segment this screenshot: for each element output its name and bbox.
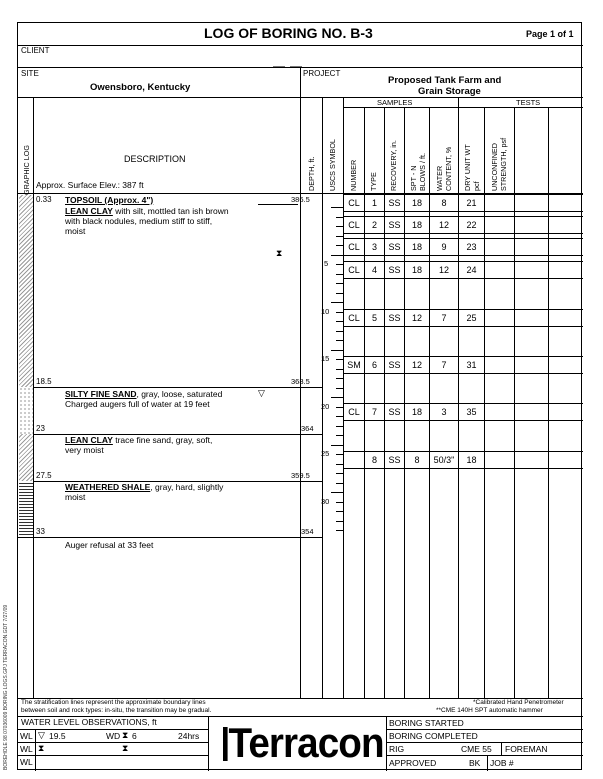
boring-completed-label: BORING COMPLETED [389,731,478,741]
sample-4-water: 24 [466,265,477,275]
depth-label-25: 25 [321,449,330,458]
site-label: SITE [21,69,39,78]
sample-4-type: SS [388,265,401,275]
graphic-lean-clay [19,195,33,387]
wl-row-1-time: 24hrs [178,731,200,741]
depth-tick [336,321,343,322]
sample-6-type: SS [388,360,401,370]
sample-7-type: SS [388,407,401,417]
water-level-icon-2: ▽ [258,388,265,398]
approved-value: BK [469,758,481,768]
depth-tick [336,359,343,360]
wl-row-2-icon-b: ⧗ [122,743,129,753]
depth-label-5: 5 [324,259,329,268]
depth-tick [331,255,343,256]
approved-label: APPROVED [389,758,437,768]
tests-group-label: TESTS [516,98,541,107]
stratum-1-line3: moist [65,226,86,236]
dry-unit-header: DRY UNIT WT pcf [463,144,481,191]
sample-row-top [343,194,583,195]
sample-2-uscs: CL [348,220,360,230]
uscs-header: USCS SYMBOL [328,139,337,191]
depth-tick [336,530,343,531]
depth-tick [336,274,343,275]
sample-2-type: SS [388,220,401,230]
sample-8-type: SS [388,455,401,465]
surface-elevation: Approx. Surface Elev.: 387 ft [36,180,144,190]
stratum-4-line2: moist [65,492,86,502]
sample-row-top [343,451,583,452]
wl-row-3-label: WL [20,757,33,767]
stratum-5-elev: 354 [301,527,314,536]
water-header: WATER CONTENT, % [435,146,453,191]
sample-7-spt: 3 [441,407,447,417]
sample-row-bottom [343,211,583,212]
sample-1-number: 1 [371,198,377,208]
depth-tick [336,416,343,417]
sample-1-recovery: 18 [411,198,422,208]
stratum-1-line1: LEAN CLAY with silt, mottled tan ish brown [65,206,229,216]
stratum-3-line2: very moist [65,445,104,455]
sample-7-uscs: CL [348,407,360,417]
rig-label: RIG [389,744,405,754]
log-title: LOG OF BORING NO. B-3 [204,25,373,41]
sample-6-number: 6 [371,360,377,370]
depth-tick [331,350,343,351]
sample-4-recovery: 18 [411,265,422,275]
depth-tick [336,340,343,341]
sample-row-top [343,238,583,239]
graphic-lean-clay-2 [19,434,33,481]
depth-tick [336,483,343,484]
sample-6-recovery: 12 [411,360,422,370]
sample-2-spt: 12 [438,220,449,230]
graphic-shale [19,481,33,537]
sample-row-bottom [343,468,583,469]
stratum-5-depth: 33 [36,527,45,536]
foreman-label: FOREMAN [505,744,548,754]
project-line1: Proposed Tank Farm and [388,75,502,86]
stratum-4-depth: 27.5 [36,471,52,480]
sample-8-number: 8 [371,455,377,465]
calibration-note-2: **CME 140H SPT automatic hammer [436,707,543,714]
stratum-2-line1: SILTY FINE SAND, gray, loose, saturated [65,389,223,399]
depth-tick [331,397,343,398]
boring-log-sheet [17,22,582,770]
sample-1-spt: 8 [441,198,447,208]
wl-row-1-wd-value: 6 [132,731,137,741]
sample-1-type: SS [388,198,401,208]
depth-tick [336,426,343,427]
depth-header: DEPTH, ft. [307,156,316,191]
page-indicator: Page 1 of 1 [526,29,574,39]
depth-tick [336,521,343,522]
recovery-header: RECOVERY, in. [389,140,398,191]
sample-7-number: 7 [371,407,377,417]
stratum-1-line2: with black nodules, medium stiff to stiff, [65,216,213,226]
depth-tick [336,312,343,313]
wl-row-1-wd-icon: ⧗ [122,730,129,740]
stratum-0-depth: 0.33 [36,195,52,204]
sample-row-top [343,356,583,357]
sample-row-bottom [343,233,583,234]
depth-tick [336,293,343,294]
stratum-5-note: Auger refusal at 33 feet [65,540,154,550]
rig-value: CME 55 [461,744,492,754]
number-header: NUMBER [349,159,358,191]
sample-4-uscs: CL [348,265,360,275]
wl-row-2-label: WL [20,744,33,754]
sample-4-number: 4 [371,265,377,275]
sample-3-type: SS [388,242,401,252]
sample-1-water: 21 [466,198,477,208]
depth-tick [331,492,343,493]
depth-tick [336,378,343,379]
depth-tick [336,388,343,389]
stratum-4-line1: WEATHERED SHALE, gray, hard, slightly [65,482,224,492]
description-header: DESCRIPTION [124,154,186,164]
sample-6-uscs: SM [347,360,361,370]
calibration-note-1: *Calibrated Hand Penetrometer [473,699,564,706]
sample-3-water: 23 [466,242,477,252]
stratum-3-line1: LEAN CLAY trace fine sand, gray, soft, [65,435,213,445]
sample-8-recovery: 8 [414,455,420,465]
depth-tick [336,407,343,408]
depth-tick [336,369,343,370]
sample-6-spt: 7 [441,360,447,370]
sample-row-top [343,216,583,217]
sample-2-number: 2 [371,220,377,230]
sample-5-recovery: 12 [411,313,422,323]
strat-note-1: The stratification lines represent the approximate boundary lines [21,699,206,706]
depth-tick [331,207,343,208]
sample-row-bottom [343,326,583,327]
sample-2-water: 22 [466,220,477,230]
depth-tick [331,445,343,446]
depth-tick [336,283,343,284]
strat-note-2: between soil and rock types: in-situ, the transition may be gradual. [21,707,212,714]
graphic-log-header: GRAPHIC LOG [22,145,31,195]
depth-tick [336,264,343,265]
wl-row-1-wd: WD [106,731,121,741]
sample-5-type: SS [388,313,401,323]
sample-row-bottom [343,278,583,279]
depth-tick [336,331,343,332]
sample-row-bottom [343,420,583,421]
sample-3-uscs: CL [348,242,360,252]
project-label: PROJECT [303,69,341,78]
type-header: TYPE [369,172,378,191]
depth-label-30: 30 [321,497,330,506]
sample-row-top [343,403,583,404]
samples-group-label: SAMPLES [377,98,413,107]
sample-row-bottom [343,255,583,256]
sample-row-bottom [343,373,583,374]
sample-5-uscs: CL [348,313,360,323]
stratum-0-elev: 386.5 [291,195,310,204]
depth-label-10: 10 [321,307,330,316]
stratum-0-name: TOPSOIL (Approx. 4") [65,195,154,205]
spt-header: SPT - N BLOWS / ft. [409,153,427,191]
sample-row-top [343,261,583,262]
depth-tick [336,236,343,237]
sample-4-spt: 12 [438,265,449,275]
depth-tick [336,226,343,227]
stratum-2-depth: 18.5 [36,377,52,386]
project-line2: Grain Storage [418,86,481,97]
depth-label-15: 15 [321,354,330,363]
depth-tick [336,464,343,465]
sample-5-spt: 7 [441,313,447,323]
depth-tick [336,511,343,512]
wl-row-1-value: 19.5 [49,731,66,741]
water-level-title: WATER LEVEL OBSERVATIONS, ft [21,717,157,727]
boring-started-label: BORING STARTED [389,718,464,728]
depth-tick [336,217,343,218]
stratum-2-elev: 368.5 [291,377,310,386]
site-value: Owensboro, Kentucky [90,82,191,93]
stratum-2-line2: Charged augers full of water at 19 feet [65,399,210,409]
graphic-silty-sand [19,387,33,434]
client-label: CLIENT [21,46,50,55]
depth-tick [336,502,343,503]
sample-2-recovery: 18 [411,220,422,230]
sample-8-spt: 50/3" [433,455,455,465]
sample-8-water: 18 [466,455,477,465]
depth-tick [336,473,343,474]
sample-7-recovery: 18 [411,407,422,417]
depth-tick [336,454,343,455]
wl-row-1-label: WL [20,731,33,741]
sample-6-water: 31 [466,360,477,370]
job-label: JOB # [490,758,514,768]
depth-label-20: 20 [321,402,330,411]
sample-row-top [343,309,583,310]
wl-row-1-icon: ▽ [38,730,45,740]
sample-3-recovery: 18 [411,242,422,252]
sample-3-spt: 9 [441,242,447,252]
water-level-icon: ⧗ [276,248,283,258]
sample-1-uscs: CL [348,198,360,208]
sample-5-number: 5 [371,313,377,323]
unconfined-header: UNCONFINED STRENGTH, psf [490,137,508,191]
sample-3-number: 3 [371,242,377,252]
wl-row-2-icon: ⧗ [38,743,45,753]
sample-7-water: 35 [466,407,477,417]
side-file-text: BOREHOLE 98 07036009 BORING LOGS.GPJ TERRACON.GDT 7/27/09 [3,604,9,770]
sample-5-water: 25 [466,313,477,323]
depth-tick [331,302,343,303]
stratum-4-elev: 359.5 [291,471,310,480]
terracon-logo: Terracon [223,720,384,766]
depth-tick [336,245,343,246]
stratum-3-depth: 23 [36,424,45,433]
depth-tick [336,435,343,436]
stratum-3-elev: 364 [301,424,314,433]
